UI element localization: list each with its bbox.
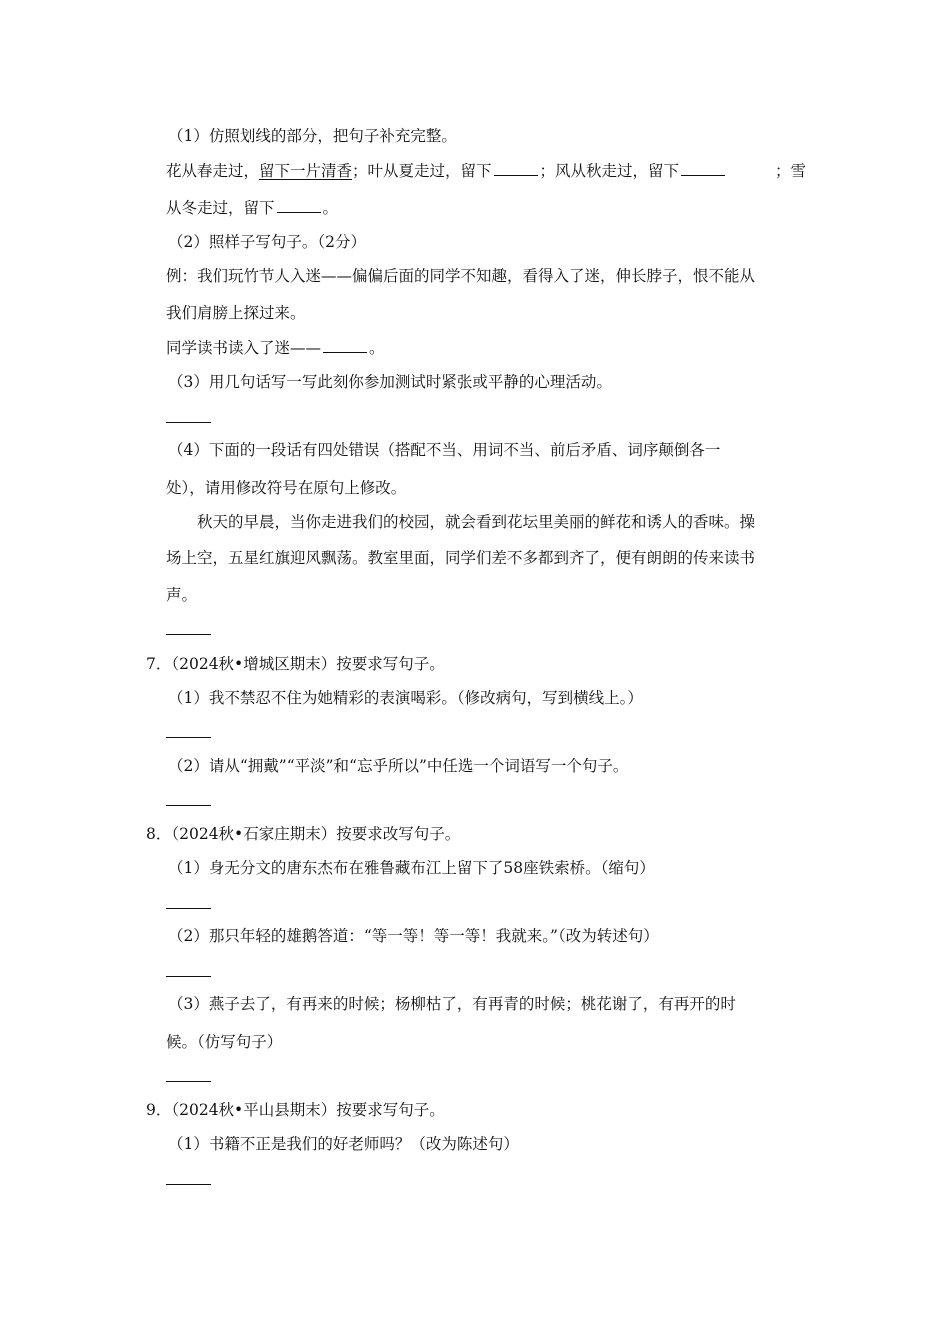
q6-part2-task-text: 同学读书读入了迷——	[166, 339, 322, 357]
q6-part1-text-b: ；叶从夏走过，留下	[352, 162, 492, 180]
q6-part1-text	[166, 161, 727, 181]
q8-part1-answer-line[interactable]	[166, 908, 211, 909]
q6-part1-text-d: ；雪	[774, 162, 806, 180]
q7-part1-answer-line[interactable]	[166, 737, 211, 738]
q6-part1-line2-text: 从冬走过，留下	[166, 199, 275, 217]
q9-part1-answer-line[interactable]	[166, 1184, 211, 1185]
q6-part1-text-c: ；风从秋走过，留下	[539, 162, 680, 180]
q6-part1-underlined: 留下一片清香	[259, 162, 353, 180]
q6-part4-prompt-line1: （4）下面的一段话有四处错误（搭配不当、用词不当、前后矛盾、词序颠倒各一	[168, 441, 721, 459]
q8-part1: （1）身无分文的唐东杰布在雅鲁藏布江上留下了58座铁索桥。（缩句）	[168, 859, 655, 877]
q6-part1-blank-1[interactable]	[494, 161, 538, 176]
q6-part1-prompt: （1）仿照划线的部分，把句子补充完整。	[168, 127, 457, 145]
q6-part1-blank-3[interactable]	[277, 198, 321, 213]
q8-part3-answer-line[interactable]	[166, 1081, 211, 1082]
q6-part2-task-end: 。	[369, 339, 385, 357]
q8-part2: （2）那只年轻的雄鹅答道：“等一等！等一等！我就来。”（改为转述句）	[168, 927, 659, 945]
q6-part3-prompt: （3）用几句话写一写此刻你参加测试时紧张或平静的心理活动。	[168, 373, 612, 391]
q6-part2-blank[interactable]	[323, 338, 367, 353]
q6-part2-task	[166, 338, 385, 358]
q6-part1-line2	[166, 198, 338, 218]
q9-header: 9．（2024秋•平山县期末）按要求写句子。	[146, 1101, 445, 1119]
q6-part3-answer-line[interactable]	[166, 422, 211, 423]
q6-part4-prompt-line2: 处），请用修改符号在原句上修改。	[166, 479, 407, 497]
q9-part1: （1）书籍不正是我们的好老师吗？（改为陈述句）	[168, 1135, 519, 1153]
q8-part2-answer-line[interactable]	[166, 976, 211, 977]
q7-part1: （1）我不禁忍不住为她精彩的表演喝彩。（修改病句，写到横线上。）	[168, 689, 643, 707]
q8-part3-line2: 候。（仿写句子）	[166, 1033, 283, 1051]
q6-part1-blank-2[interactable]	[681, 161, 725, 176]
q7-header: 7．（2024秋•增城区期末）按要求写句子。	[146, 655, 445, 673]
q6-part1-text-a: 花从春走过，	[166, 162, 260, 180]
q8-header: 8．（2024秋•石家庄期末）按要求改写句子。	[146, 825, 461, 843]
q6-part1-line2-end: 。	[322, 199, 339, 217]
q7-part2-answer-line[interactable]	[166, 805, 211, 806]
q6-part4-passage-line2: 场上空，五星红旗迎风飘荡。教室里面，同学们差不多都到齐了，便有朗朗的传来读书	[166, 549, 756, 567]
q6-part4-passage-line1: 秋天的早晨，当你走进我们的校园，就会看到花坛里美丽的鲜花和诱人的香味。操	[197, 513, 756, 531]
q6-part2-example-line2: 我们肩膀上探过来。	[166, 304, 306, 322]
q6-part2-example-line1: 例：我们玩竹节人入迷——偏偏后面的同学不知趣，看得入了迷，伸长脖子，恨不能从	[166, 267, 756, 285]
q6-part1-line1	[166, 161, 806, 181]
q6-part2-prompt: （2）照样子写句子。（2分）	[168, 233, 366, 251]
q8-part3-line1: （3）燕子去了，有再来的时候；杨柳枯了，有再青的时候；桃花谢了，有再开的时	[168, 995, 736, 1013]
q7-part2: （2）请从“拥戴”“平淡”和“忘乎所以”中任选一个词语写一个句子。	[168, 757, 629, 775]
q6-part4-answer-line[interactable]	[166, 634, 211, 635]
q6-part4-passage-line3: 声。	[166, 586, 198, 604]
